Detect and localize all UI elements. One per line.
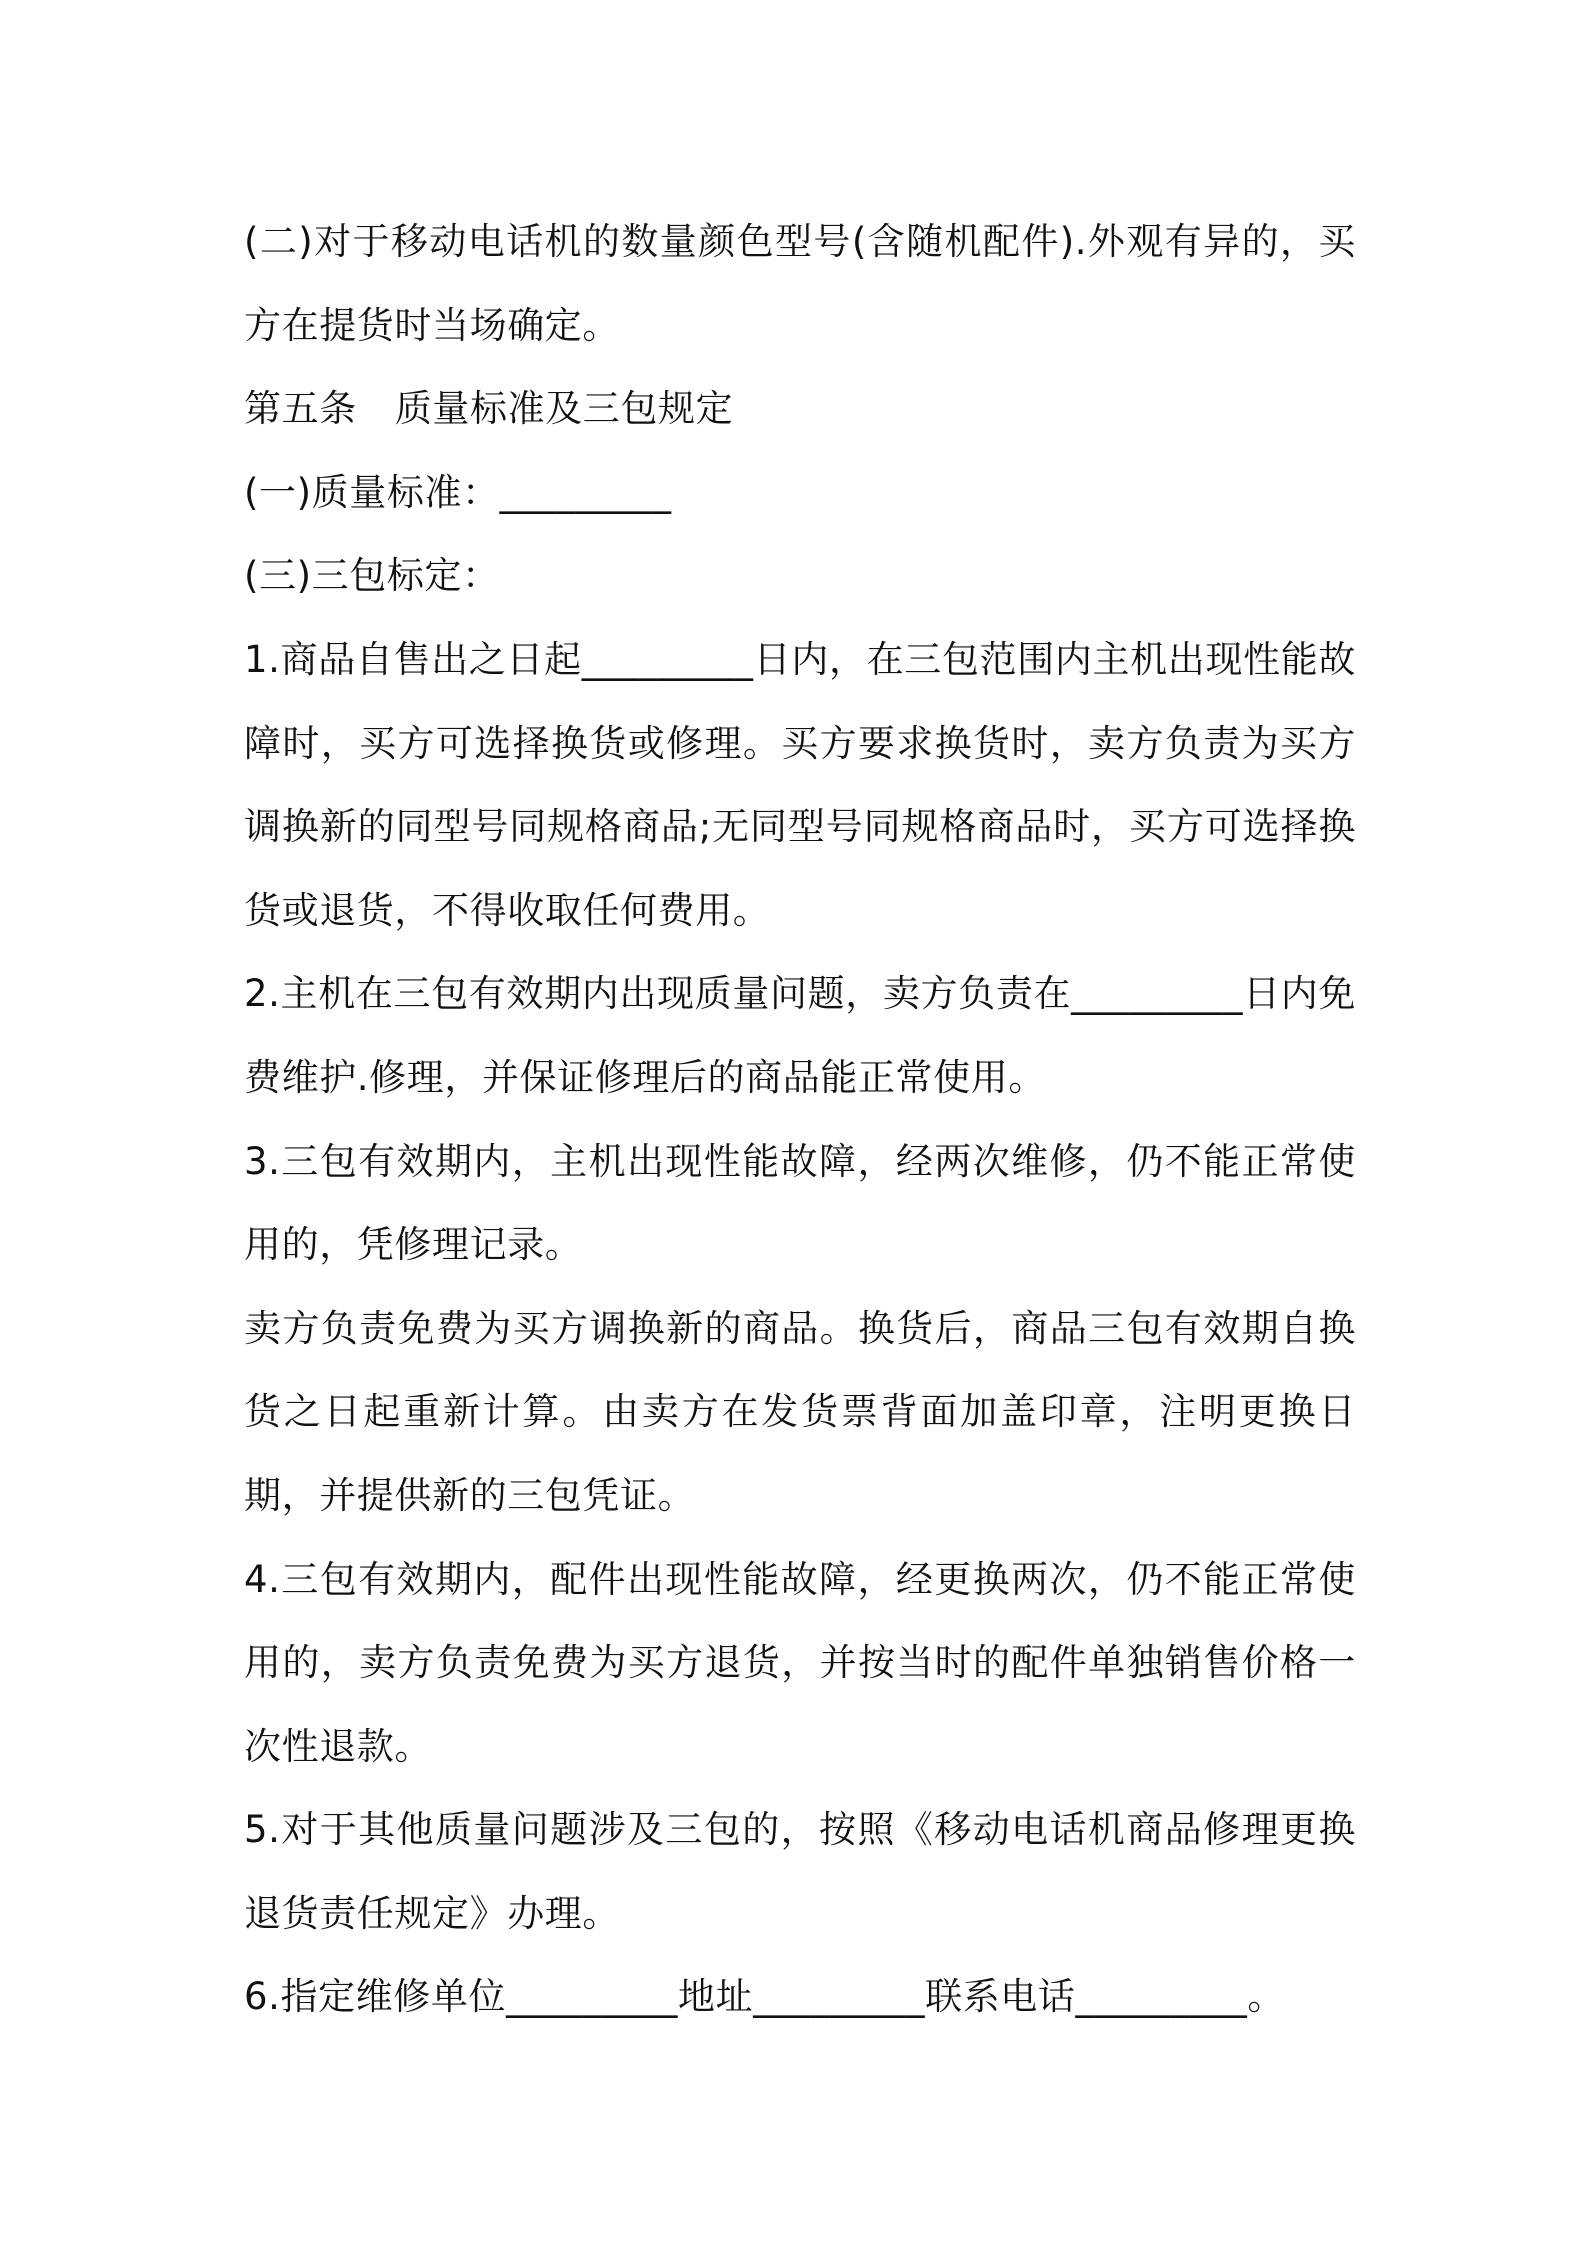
article-title: 质量标准及三包规定 (394, 387, 734, 431)
paragraph-clause-1: 1.商品自售出之日起_________日内，在三包范围内主机出现性能故障时，买方可选择换货或修理。买方要求换货时，卖方负责为买方调换新的同型号同规格商品;无同型号同规格商品时，买方可选择换货或退货，不得收取任何费用。 (244, 637, 1356, 932)
paragraph-clause-5: 5.对于其他质量问题涉及三包的，按照《移动电话机商品修理更换退货责任规定》办理。 (244, 1808, 1356, 1935)
paragraph-clause-4: 4.三包有效期内，配件出现性能故障，经更换两次，仍不能正常使用的，卖方负责免费为买方退货，并按当时的配件单独销售价格一次性退款。 (244, 1557, 1356, 1768)
paragraph-quality-standard: (一)质量标准：_________ (244, 470, 672, 514)
paragraph-warranty-terms-heading: (三)三包标定： (244, 554, 500, 598)
paragraph-clause-3-continued: 卖方负责免费为买方调换新的商品。换货后，商品三包有效期自换货之日起重新计算。由卖方在发货票背面加盖印章，注明更换日期，并提供新的三包凭证。 (244, 1306, 1356, 1517)
document-body (244, 200, 1356, 2039)
paragraph-clause-3: 3.三包有效期内，主机出现性能故障，经两次维修，仍不能正常使用的，凭修理记录。 (244, 1139, 1356, 1267)
paragraph-quantity-check: (二)对于移动电话机的数量颜色型号(含随机配件).外观有异的，买方在提货时当场确定。 (244, 220, 1356, 347)
article-heading (244, 367, 1356, 451)
paragraph-clause-6: 6.指定维修单位_________地址_________联系电话_________。 (244, 1975, 1286, 2019)
paragraph-clause-2: 2.主机在三包有效期内出现质量问题，卖方负责在_________日内免费维护.修理，并保证修理后的商品能正常使用。 (244, 972, 1356, 1099)
article-number: 第五条 (244, 387, 357, 431)
